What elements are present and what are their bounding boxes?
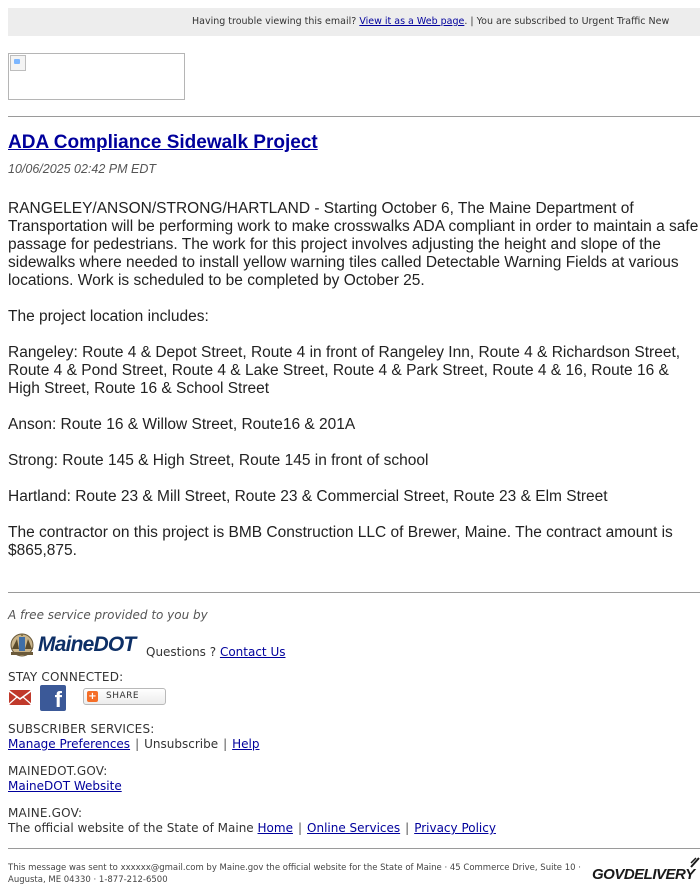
- mainedot-logo-row: [8, 630, 408, 660]
- mainedot-gov-label: MAINEDOT.GOV:: [8, 764, 108, 778]
- broken-image-icon: [10, 55, 26, 71]
- paragraph-intro: RANGELEY/ANSON/STRONG/HARTLAND - Starting October 6, The Maine Department of Transportation will be performing work to make crosswalks ADA compliant in order to maintain a safe passage for pedestrians. The work for this project involves adjusting the height and slope of the sidewalks where needed to install yellow warning tiles called Detectable Warning Fields at various locations. Work is scheduled to be completed by October 25.: [8, 200, 699, 289]
- view-web-page-link[interactable]: View it as a Web page: [359, 16, 465, 27]
- govdelivery-swoosh-icon: [690, 857, 700, 869]
- share-button[interactable]: [83, 688, 166, 705]
- maine-seal-icon: [8, 631, 36, 659]
- privacy-policy-link[interactable]: Privacy Policy: [414, 821, 496, 835]
- social-icons: [8, 684, 208, 710]
- paragraph-contractor: The contractor on this project is BMB Construction LLC of Brewer, Maine. The contract amount is $865,875.: [8, 524, 673, 559]
- divider: [8, 848, 700, 849]
- online-services-link[interactable]: Online Services: [307, 821, 401, 835]
- separator: |: [297, 821, 303, 835]
- trouble-text: Having trouble viewing this email?: [192, 16, 357, 27]
- subscribed-text: . | You are subscribed to Urgent Traffic New: [464, 16, 670, 27]
- maine-gov-label: MAINE.GOV:: [8, 806, 83, 820]
- top-banner: [8, 8, 700, 36]
- questions-text: Questions ?: [146, 645, 217, 659]
- paragraph-locations-heading: The project location includes:: [8, 308, 209, 325]
- official-website-text: The official website of the State of Maine: [8, 821, 254, 835]
- maine-gov-links: [8, 821, 496, 835]
- mainedot-links: [8, 779, 122, 793]
- stay-connected-label: STAY CONNECTED:: [8, 670, 124, 684]
- divider: [8, 592, 700, 593]
- article-date: 10/06/2025 02:42 PM EDT: [8, 162, 157, 176]
- plus-icon: +: [88, 691, 97, 702]
- share-label: SHARE: [106, 691, 140, 701]
- manage-preferences-link[interactable]: Manage Preferences: [8, 737, 131, 751]
- subscriber-links: [8, 737, 260, 751]
- separator: |: [135, 737, 140, 751]
- paragraph-rangeley: Rangeley: Route 4 & Depot Street, Route 4 in front of Rangeley Inn, Route 4 & Richardson Street, Route 4 & Pond Street, Route 4 & Lake Street, Route 4 & Park Street, Route 4 & 16, Route 16 & High Street, Route 16 & School Street: [8, 344, 681, 397]
- govdelivery-logo: GOVDELIVERY: [592, 866, 695, 883]
- subscriber-services-label: SUBSCRIBER SERVICES:: [8, 722, 155, 736]
- separator: |: [405, 821, 410, 835]
- article-body: [8, 200, 700, 578]
- article-title-link[interactable]: ADA Compliance Sidewalk Project: [8, 132, 318, 153]
- header-image-placeholder: [8, 53, 185, 100]
- paragraph-hartland: Hartland: Route 23 & Mill Street, Route 23 & Commercial Street, Route 23 & Elm Street: [8, 488, 608, 505]
- mainedot-website-link[interactable]: MaineDOT Website: [8, 779, 122, 793]
- unsubscribe-text[interactable]: Unsubscribe: [144, 737, 219, 751]
- facebook-icon[interactable]: f: [40, 685, 66, 711]
- email-icon[interactable]: [8, 685, 32, 709]
- help-link[interactable]: Help: [232, 737, 260, 751]
- home-link[interactable]: Home: [257, 821, 293, 835]
- divider: [8, 116, 700, 117]
- paragraph-anson: Anson: Route 16 & Willow Street, Route16 & 201A: [8, 416, 356, 433]
- mainedot-logo: MaineDOT: [38, 633, 136, 656]
- paragraph-strong: Strong: Route 145 & High Street, Route 145 in front of school: [8, 452, 429, 469]
- separator: |: [223, 737, 228, 751]
- questions-line: [146, 645, 285, 659]
- free-service-text: A free service provided to you by: [8, 608, 208, 622]
- contact-us-link[interactable]: Contact Us: [219, 645, 286, 659]
- legal-footer-text: This message was sent to xxxxxx@gmail.com by Maine.gov the official website for the State of Maine · 45 Commerce Drive, Suite 10 · Augusta, ME 04330 · 1-877-212-6500: [8, 863, 581, 885]
